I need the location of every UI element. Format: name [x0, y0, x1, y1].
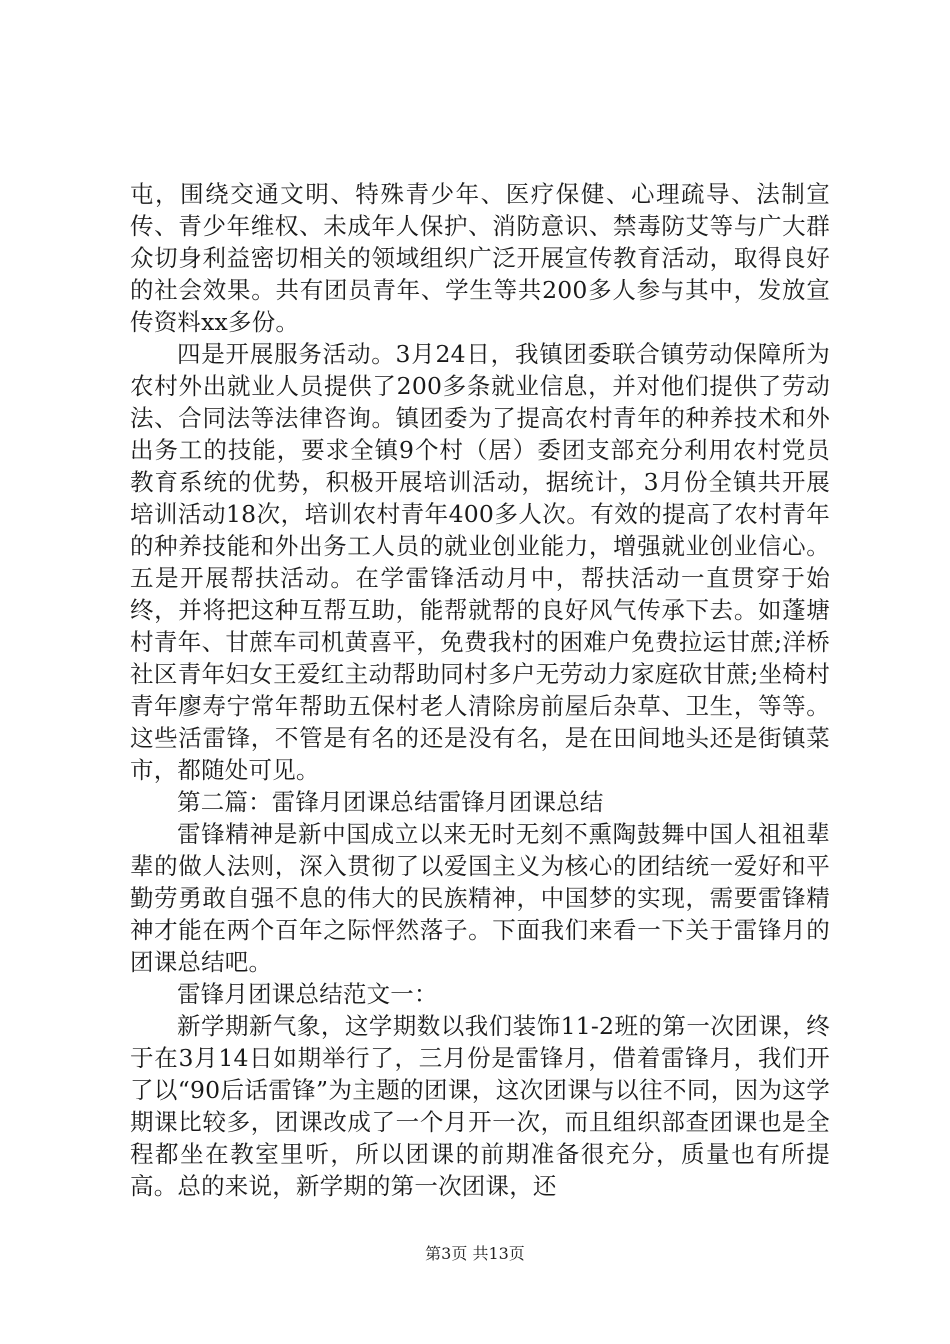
sample-heading: 雷锋月团课总结范文一：	[177, 980, 438, 1008]
document-body	[130, 178, 830, 1202]
page-footer: 第3页 共13页	[425, 1244, 525, 1263]
paragraph-new-semester: 新学期新气象，这学期数以我们装饰11-2班的第一次团课，终于在3月14日如期举行了，三月份是雷锋月，借着雷锋月，我们开了以“90后话雷锋”为主题的团课，这次团课与以往不同，因为这学期课比较多，团课改成了一个月开一次，而且组织部查团课也是全程都坐在教室里听，所以团课的前期准备很充分，质量也有所提高。总的来说，新学期的第一次团课，还	[130, 1012, 830, 1200]
paragraph-service-activities: 四是开展服务活动。3月24日，我镇团委联合镇劳动保障所为农村外出就业人员提供了200多条就业信息，并对他们提供了劳动法、合同法等法律咨询。镇团委为了提高农村青年的种养技术和外出务工的技能，要求全镇9个村（居）委团支部充分利用农村党员教育系统的优势，积极开展培训活动，据统计，3月份全镇共开展培训活动18次，培训农村青年400多人次。有效的提高了农村青年的种养技能和外出务工人员的就业创业能力，增强就业创业信心。五是开展帮扶活动。在学雷锋活动月中，帮扶活动一直贯穿于始终，并将把这种互帮互助，能帮就帮的良好风气传承下去。如蓬塘村青年、甘蔗车司机黄喜平，免费我村的困难户免费拉运甘蔗;洋桥社区青年妇女王爱红主动帮助同村多户无劳动力家庭砍甘蔗;坐椅村青年廖寿宁常年帮助五保村老人清除房前屋后杂草、卫生，等等。这些活雷锋，不管是有名的还是没有名，是在田间地头还是街镇菜市，都随处可见。	[130, 340, 830, 784]
section-heading: 第二篇：雷锋月团课总结雷锋月团课总结	[177, 788, 604, 816]
paragraph-leifeng-spirit: 雷锋精神是新中国成立以来无时无刻不熏陶鼓舞中国人祖祖辈辈的做人法则，深入贯彻了以爱国主义为核心的团结统一爱好和平勤劳勇敢自强不息的伟大的民族精神，中国梦的实现，需要雷锋精神才能在两个百年之际怦然落子。下面我们来看一下关于雷锋月的团课总结吧。	[130, 820, 830, 976]
paragraph-continuation: 屯，围绕交通文明、特殊青少年、医疗保健、心理疏导、法制宣传、青少年维权、未成年人保护、消防意识、禁毒防艾等与广大群众切身利益密切相关的领域组织广泛开展宣传教育活动，取得良好的社会效果。共有团员青年、学生等共200多人参与其中，发放宣传资料xx多份。	[130, 180, 830, 336]
